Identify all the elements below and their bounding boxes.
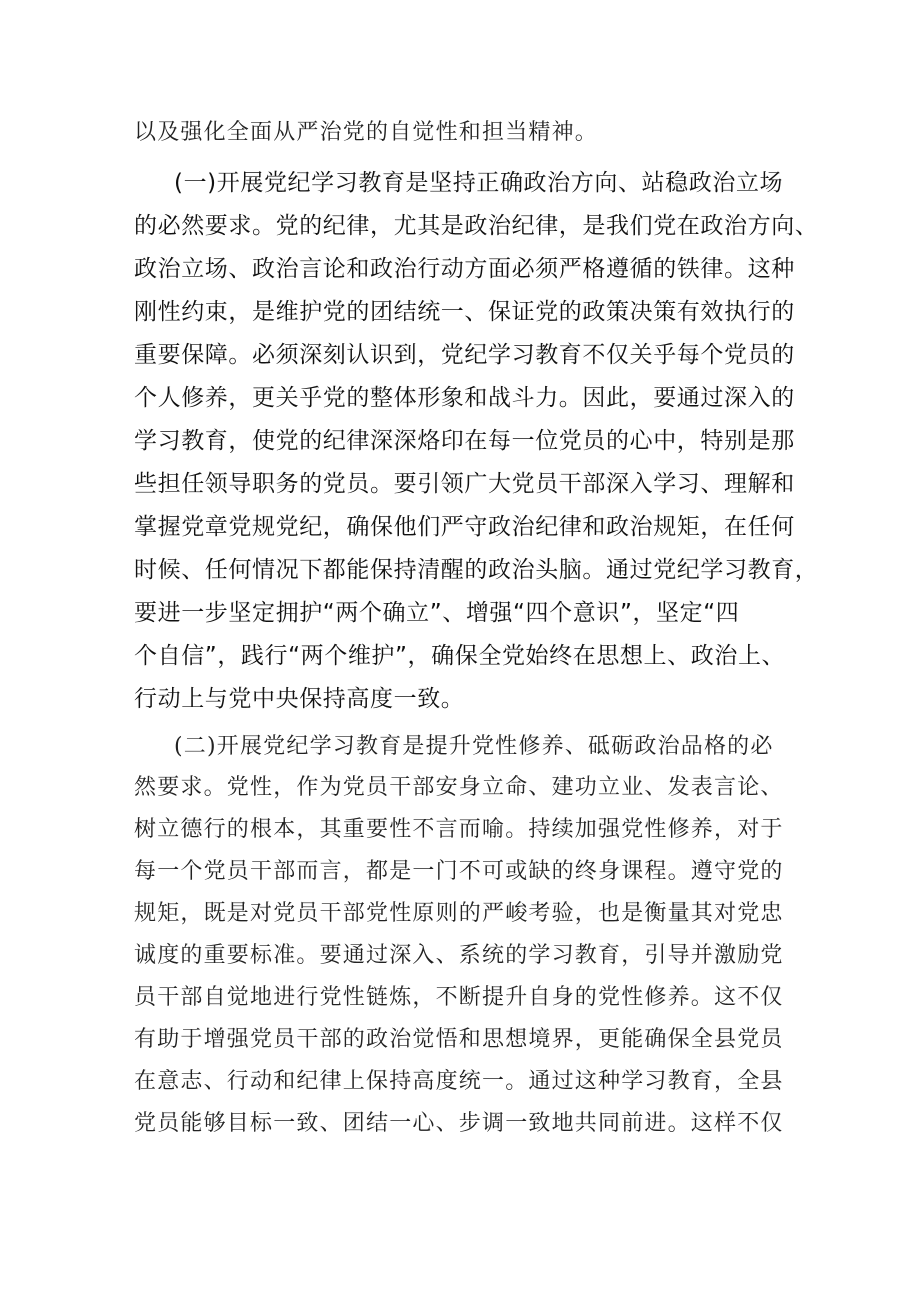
section2-line: 党员能够目标一致、团结一心、步调一致地共同前进。这样不仅	[134, 1111, 784, 1136]
section1-line: 行动上与党中央保持高度一致。	[134, 686, 465, 712]
intro-line: 以及强化全面从严治党的自觉性和担当精神。	[134, 120, 599, 145]
section2-heading-line: (二)开展党纪学习教育是提升党性修养、砥砺政治品格的必	[174, 734, 774, 759]
section1-line: 刚性约束，是维护党的团结统一、保证党的政策决策有效执行的	[134, 299, 795, 325]
section1-line: 些担任领导职务的党员。要引领广大党员干部深入学习、理解和	[134, 471, 795, 497]
section1-line: 重要保障。必须深刻认识到，党纪学习教育不仅关乎每个党员的	[134, 342, 795, 368]
section2-line: 诚度的重要标准。要通过深入、系统的学习教育，引导并激励党	[134, 943, 784, 968]
section1-line: 学习教育，使党的纪律深深烙印在每一位党员的心中，特别是那	[134, 428, 795, 454]
section2-line: 然要求。党性，作为党员干部安身立命、建功立业、发表言论、	[134, 775, 784, 800]
section2-line: 树立德行的根本，其重要性不言而喻。持续加强党性修养，对于	[134, 817, 784, 842]
section1-heading-line: (一)开展党纪学习教育是坚持正确政治方向、站稳政治立场	[174, 170, 784, 196]
section2-line: 有助于增强党员干部的政治觉悟和思想境界，更能确保全县党员	[134, 1027, 784, 1052]
section2-line: 员干部自觉地进行党性链炼，不断提升自身的党性修养。这不仅	[134, 985, 784, 1010]
section1-line: 的必然要求。党的纪律，尤其是政治纪律，是我们党在政治方向、	[134, 213, 819, 239]
section2-line: 规矩，既是对党员干部党性原则的严峻考验，也是衡量其对党忠	[134, 901, 784, 926]
section1-line: 掌握党章党规党纪，确保他们严守政治纪律和政治规矩，在任何	[134, 514, 795, 540]
section1-line: 政治立场、政治言论和政治行动方面必须严格遵循的铁律。这种	[134, 256, 795, 282]
section1-line: 时候、任何情况下都能保持清醒的政治头脑。通过党纪学习教育，	[134, 557, 819, 583]
section1-line: 要进一步坚定拥护“两个确立”、增强“四个意识”，坚定“四	[134, 600, 740, 626]
section2-line: 每一个党员干部而言，都是一门不可或缺的终身课程。遵守党的	[134, 859, 784, 884]
section1-line: 个人修养，更关乎党的整体形象和战斗力。因此，要通过深入的	[134, 385, 795, 411]
section1-line: 个自信”，践行“两个维护”，确保全党始终在思想上、政治上、	[134, 643, 786, 669]
section2-line: 在意志、行动和纪律上保持高度统一。通过这种学习教育，全县	[134, 1069, 784, 1094]
